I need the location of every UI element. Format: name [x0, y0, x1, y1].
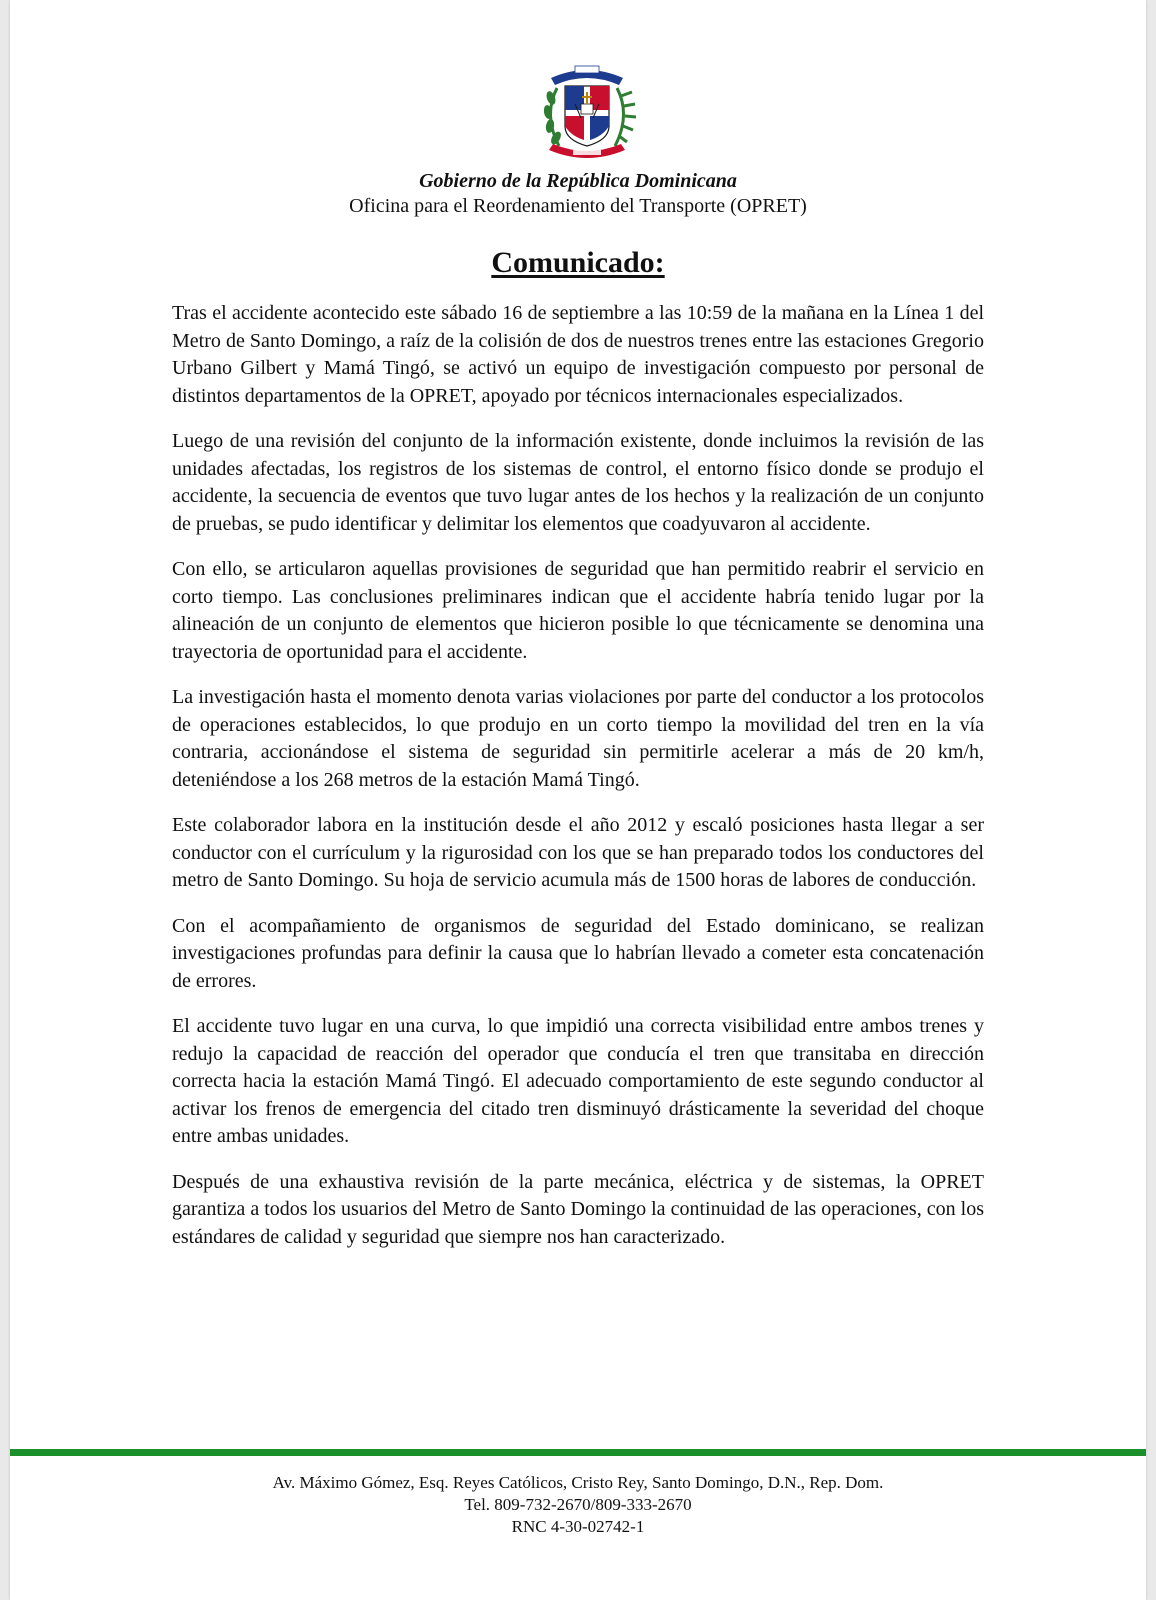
office-title: Oficina para el Reordenamiento del Transporte (OPRET) — [349, 195, 807, 217]
coat-of-arms-icon — [537, 60, 637, 164]
footer-address: Av. Máximo Gómez, Esq. Reyes Católicos, Cristo Rey, Santo Domingo, D.N., Rep. Dom. — [272, 1473, 884, 1492]
paragraph: Después de una exhaustiva revisión de la parte mecánica, eléctrica y de sistemas, la OPRET garantiza a todos los usuarios del Metro de Santo Domingo la continuidad de las operaciones, con los estándares de calidad y seguridad que siempre nos han caracterizado. — [172, 1170, 984, 1248]
paragraph: El accidente tuvo lugar en una curva, lo que impidió una correcta visibilidad entre ambos trenes y redujo la capacidad de reacción del operador que conducía el tren que transitaba en dirección correcta hacia la estación Mamá Tingó. El adecuado comportamiento de este segundo conductor al activar los frenos de emergencia del citado tren disminuyó drásticamente la severidad del choque entre ambas unidades. — [172, 1015, 984, 1147]
footer — [10, 1472, 1146, 1538]
document-heading: Comunicado: — [491, 246, 665, 279]
paragraph: Con ello, se articularon aquellas provisiones de seguridad que han permitido reabrir el servicio en corto tiempo. Las conclusiones preliminares indican que el accidente habría tenido lugar por la alineación de un conjunto de elementos que hicieron posible lo que técnicamente se denomina una trayectoria de oportunidad para el accidente. — [172, 558, 984, 663]
document-page — [10, 0, 1146, 1600]
footer-rnc: RNC 4-30-02742-1 — [511, 1517, 645, 1536]
paragraph: Este colaborador labora en la institución desde el año 2012 y escaló posiciones hasta llegar a ser conductor con el currículum y la rigurosidad con los que se han preparado todos los conductores del metro de Santo Domingo. Su hoja de servicio acumula más de 1500 horas de labores de conducción. — [172, 814, 984, 891]
document-body — [172, 300, 984, 1269]
footer-phone: Tel. 809-732-2670/809-333-2670 — [464, 1495, 692, 1514]
paragraph: Luego de una revisión del conjunto de la información existente, donde incluimos la revisión de las unidades afectadas, los registros de los sistemas de control, el entorno físico donde se produjo el accidente, la secuencia de eventos que tuvo lugar antes de los hechos y la realización de un conjunto de pruebas, se pudo identificar y delimitar los elementos que coadyuvaron al accidente. — [172, 430, 984, 535]
government-title: Gobierno de la República Dominicana — [419, 170, 737, 192]
footer-divider — [10, 1449, 1146, 1456]
paragraph: Tras el accidente acontecido este sábado 16 de septiembre a las 10:59 de la mañana en la Línea 1 del Metro de Santo Domingo, a raíz de la colisión de dos de nuestros trenes entre las estaciones Gregorio Urbano Gilbert y Mamá Tingó, se activó un equipo de investigación compuesto por personal de distintos departamentos de la OPRET, apoyado por técnicos internacionales especializados. — [172, 302, 984, 407]
paragraph: La investigación hasta el momento denota varias violaciones por parte del conductor a los protocolos de operaciones establecidos, lo que produjo en un corto tiempo la movilidad del tren en la vía contraria, accionándose el sistema de seguridad sin permitirle acelerar a más de 20 km/h, deteniéndose a los 268 metros de la estación Mamá Tingó. — [172, 686, 984, 791]
paragraph: Con el acompañamiento de organismos de seguridad del Estado dominicano, se realizan investigaciones profundas para definir la causa que lo habrían llevado a cometer esta concatenación de errores. — [172, 914, 984, 992]
